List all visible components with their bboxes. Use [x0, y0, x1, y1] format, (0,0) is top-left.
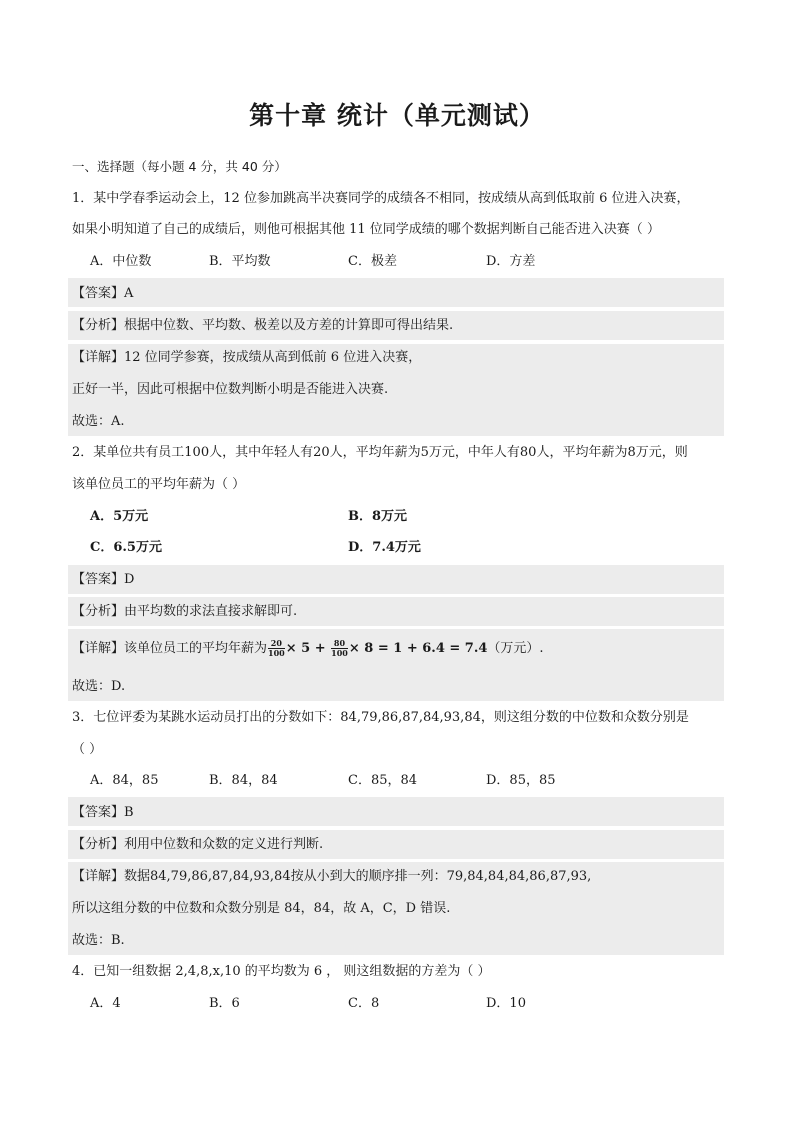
q3-analysis: 【分析】利用中位数和众数的定义进行判断.: [72, 837, 324, 852]
fraction-numerator: 20: [268, 639, 285, 649]
q4-option-d: D．10: [486, 996, 526, 1011]
question-3-line-1: 3．七位评委为某跳水运动员打出的分数如下：84,79,86,87,84,93,84，则这组分数的中位数和众数分别是: [72, 710, 689, 725]
q2-formula-part-2: × 8 = 1 + 6.4 = 7.4: [348, 641, 488, 656]
q3-detail-line-2: 所以这组分数的中位数和众数分别是 84，84，故 A，C，D 错误.: [72, 901, 451, 916]
q1-option-a: A．中位数: [90, 254, 152, 269]
q2-option-a: A．5万元: [90, 509, 149, 524]
q3-answer-box: [68, 797, 724, 826]
q3-option-a: A．84，85: [90, 773, 159, 788]
question-3-line-2: （ ）: [72, 742, 103, 757]
q3-answer: 【答案】B: [72, 805, 134, 820]
q1-answer-box: [68, 278, 724, 307]
page-title: 第十章 统计（单元测试）: [249, 101, 545, 130]
q4-option-b: B．6: [209, 996, 240, 1011]
q4-option-a: A．4: [90, 996, 121, 1011]
fraction-80-over-100: [331, 639, 348, 658]
q2-option-b: B．8万元: [348, 509, 408, 524]
q2-analysis: 【分析】由平均数的求法直接求解即可.: [72, 604, 298, 619]
fraction-denominator: 100: [268, 648, 285, 658]
q1-analysis: 【分析】根据中位数、平均数、极差以及方差的计算即可得出结果.: [72, 318, 454, 333]
question-2-line-2: 该单位员工的平均年薪为（ ）: [72, 477, 246, 492]
q1-choice: 故选：A.: [72, 414, 125, 429]
q1-option-b: B．平均数: [209, 254, 271, 269]
q2-option-c: C．6.5万元: [90, 540, 162, 555]
q1-option-c: C．极差: [348, 254, 397, 269]
q2-detail: [72, 638, 544, 660]
q2-detail-suffix: （万元）.: [487, 641, 544, 656]
fraction-20-over-100: [268, 639, 285, 658]
fraction-denominator: 100: [331, 648, 348, 658]
q3-option-c: C．85，84: [348, 773, 418, 788]
q3-detail-line-1: 【详解】数据84,79,86,87,84,93,84按从小到大的顺序排一列：79,84,84,84,86,87,93,: [72, 869, 592, 884]
q3-option-d: D．85，85: [486, 773, 556, 788]
q2-choice: 故选：D.: [72, 679, 126, 694]
q1-detail-line-2: 正好一半，因此可根据中位数判断小明是否能进入决赛.: [72, 382, 389, 397]
q3-choice: 故选：B.: [72, 933, 125, 948]
section-heading: 一、选择题（每小题 4 分，共 40 分）: [72, 159, 287, 174]
q3-option-b: B．84，84: [209, 773, 278, 788]
question-2-line-1: 2．某单位共有员工100人，其中年轻人有20人，平均年薪为5万元，中年人有80人，平均年薪为8万元，则: [72, 445, 688, 460]
q1-option-d: D．方差: [486, 254, 536, 269]
q2-detail-prefix: 【详解】该单位员工的平均年薪为: [72, 641, 268, 656]
q1-answer: 【答案】A: [72, 286, 134, 301]
q2-answer-box: [68, 565, 724, 594]
fraction-numerator: 80: [331, 639, 348, 649]
q4-option-c: C．8: [348, 996, 380, 1011]
question-1-line-2: 如果小明知道了自己的成绩后，则他可根据其他 11 位同学成绩的哪个数据判断自己能否进入决赛（ ）: [72, 222, 660, 237]
question-1-line-1: 1．某中学春季运动会上，12 位参加跳高半决赛同学的成绩各不相同，按成绩从高到低取前 6 位进入决赛，: [72, 191, 690, 206]
q2-option-d: D．7.4万元: [348, 540, 421, 555]
question-4-line-1: 4．已知一组数据 2,4,8,x,10 的平均数为 6 ， 则这组数据的方差为（ ）: [72, 964, 491, 979]
q1-detail-line-1: 【详解】12 位同学参赛，按成绩从高到低前 6 位进入决赛，: [72, 350, 422, 365]
q2-formula-part-1: × 5 +: [285, 641, 331, 656]
q2-answer: 【答案】D: [72, 572, 135, 587]
